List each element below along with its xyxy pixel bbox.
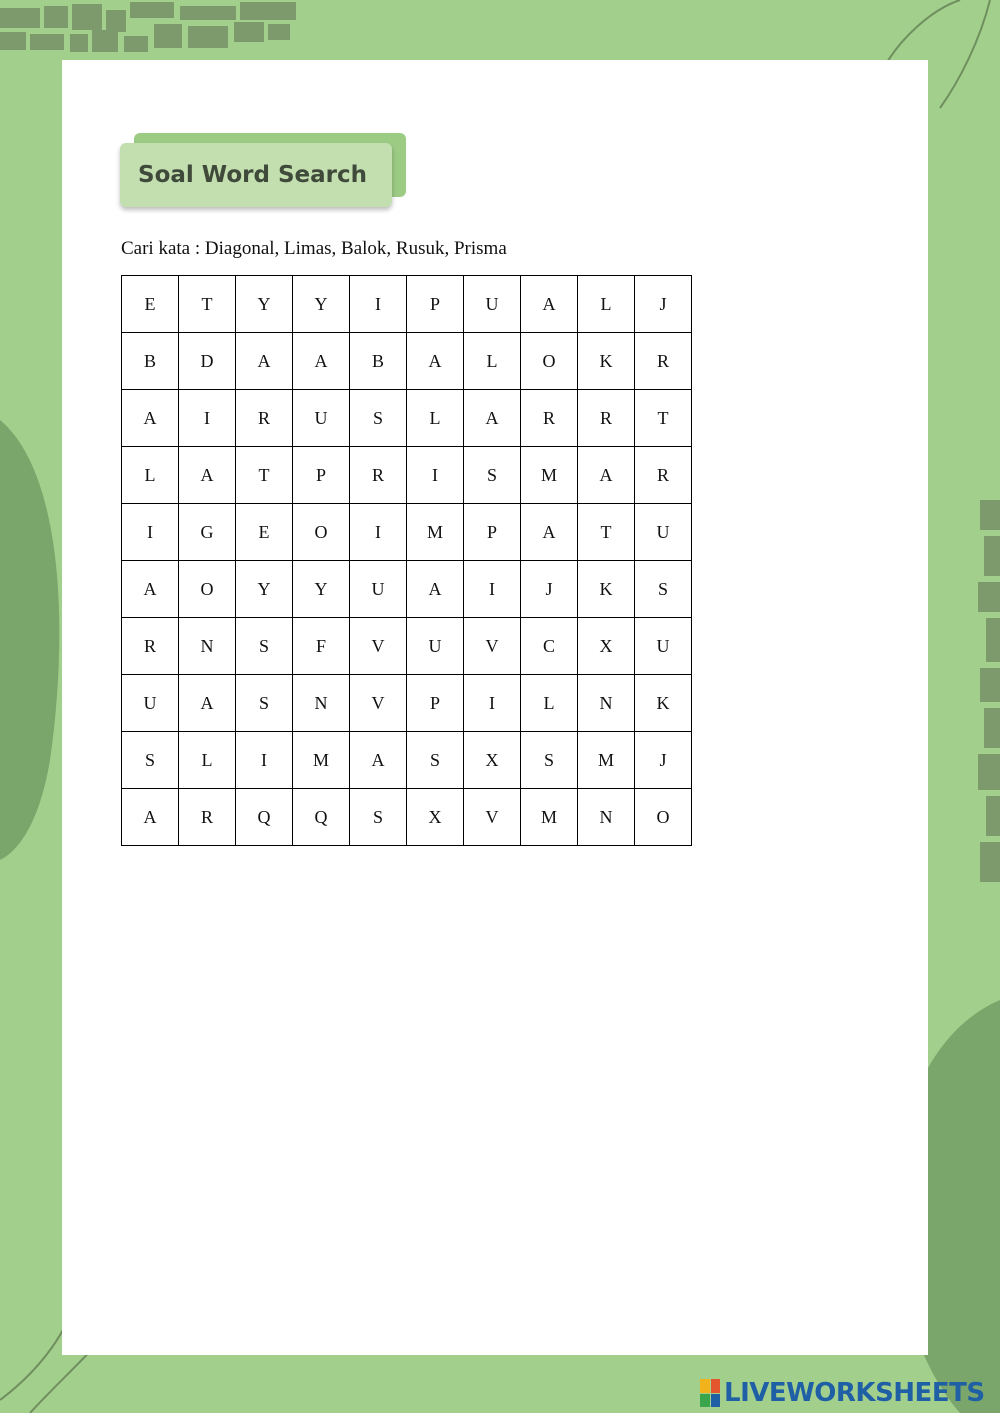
grid-cell[interactable]: A: [407, 333, 464, 390]
grid-cell[interactable]: T: [179, 276, 236, 333]
grid-cell[interactable]: N: [179, 618, 236, 675]
grid-cell[interactable]: J: [635, 732, 692, 789]
grid-cell[interactable]: I: [179, 390, 236, 447]
grid-cell[interactable]: S: [236, 675, 293, 732]
grid-cell[interactable]: R: [236, 390, 293, 447]
grid-cell[interactable]: B: [350, 333, 407, 390]
grid-cell[interactable]: G: [179, 504, 236, 561]
grid-cell[interactable]: I: [122, 504, 179, 561]
grid-cell[interactable]: S: [122, 732, 179, 789]
grid-cell[interactable]: A: [236, 333, 293, 390]
liveworksheets-icon: [700, 1379, 720, 1407]
grid-cell[interactable]: P: [407, 276, 464, 333]
grid-cell[interactable]: O: [635, 789, 692, 846]
grid-cell[interactable]: T: [578, 504, 635, 561]
brand-logo: [700, 1376, 985, 1410]
grid-cell[interactable]: J: [521, 561, 578, 618]
grid-cell[interactable]: L: [407, 390, 464, 447]
grid-cell[interactable]: A: [293, 333, 350, 390]
grid-cell[interactable]: Y: [236, 561, 293, 618]
grid-cell[interactable]: D: [179, 333, 236, 390]
grid-cell[interactable]: N: [578, 675, 635, 732]
grid-row: [122, 333, 692, 390]
grid-cell[interactable]: U: [350, 561, 407, 618]
grid-cell[interactable]: U: [635, 618, 692, 675]
grid-cell[interactable]: L: [578, 276, 635, 333]
grid-cell[interactable]: O: [293, 504, 350, 561]
grid-cell[interactable]: I: [350, 276, 407, 333]
grid-cell[interactable]: A: [122, 561, 179, 618]
grid-row: [122, 504, 692, 561]
word-search-grid: [121, 275, 692, 846]
brand-name: LIVEWORKSHEETS: [724, 1378, 985, 1408]
grid-cell[interactable]: Q: [293, 789, 350, 846]
grid-cell[interactable]: U: [464, 276, 521, 333]
grid-cell[interactable]: A: [122, 789, 179, 846]
grid-cell[interactable]: U: [635, 504, 692, 561]
grid-cell[interactable]: M: [407, 504, 464, 561]
grid-cell[interactable]: T: [236, 447, 293, 504]
grid-cell[interactable]: A: [122, 390, 179, 447]
grid-cell[interactable]: A: [179, 675, 236, 732]
grid-cell[interactable]: L: [521, 675, 578, 732]
grid-cell[interactable]: X: [578, 618, 635, 675]
grid-cell[interactable]: S: [236, 618, 293, 675]
grid-cell[interactable]: I: [236, 732, 293, 789]
grid-row: [122, 390, 692, 447]
grid-cell[interactable]: M: [293, 732, 350, 789]
grid-cell[interactable]: L: [179, 732, 236, 789]
grid-cell[interactable]: A: [521, 276, 578, 333]
grid-cell[interactable]: A: [578, 447, 635, 504]
grid-cell[interactable]: R: [350, 447, 407, 504]
grid-cell[interactable]: Y: [236, 276, 293, 333]
grid-row: [122, 561, 692, 618]
grid-cell[interactable]: X: [407, 789, 464, 846]
grid-cell[interactable]: R: [635, 447, 692, 504]
grid-cell[interactable]: R: [122, 618, 179, 675]
grid-cell[interactable]: S: [521, 732, 578, 789]
grid-cell[interactable]: R: [521, 390, 578, 447]
grid-cell[interactable]: Y: [293, 561, 350, 618]
grid-cell[interactable]: I: [407, 447, 464, 504]
instruction-text: Cari kata : Diagonal, Limas, Balok, Rusuk, Prisma: [121, 238, 507, 259]
grid-cell[interactable]: S: [350, 789, 407, 846]
grid-cell[interactable]: S: [464, 447, 521, 504]
grid-cell[interactable]: E: [236, 504, 293, 561]
grid-cell[interactable]: U: [122, 675, 179, 732]
grid-cell[interactable]: A: [464, 390, 521, 447]
grid-row: [122, 789, 692, 846]
grid-cell[interactable]: M: [521, 447, 578, 504]
grid-cell[interactable]: I: [464, 561, 521, 618]
grid-cell[interactable]: L: [464, 333, 521, 390]
grid-cell[interactable]: K: [635, 675, 692, 732]
grid-cell[interactable]: I: [464, 675, 521, 732]
grid-cell[interactable]: K: [578, 333, 635, 390]
grid-cell[interactable]: Y: [293, 276, 350, 333]
grid-cell[interactable]: N: [578, 789, 635, 846]
grid-cell[interactable]: V: [350, 618, 407, 675]
grid-cell[interactable]: E: [122, 276, 179, 333]
grid-cell[interactable]: C: [521, 618, 578, 675]
grid-cell[interactable]: I: [350, 504, 407, 561]
grid-row: [122, 618, 692, 675]
grid-cell[interactable]: M: [521, 789, 578, 846]
grid-row: [122, 732, 692, 789]
grid-cell[interactable]: S: [350, 390, 407, 447]
grid-cell[interactable]: A: [179, 447, 236, 504]
grid-cell[interactable]: T: [635, 390, 692, 447]
grid-cell[interactable]: Q: [236, 789, 293, 846]
grid-cell[interactable]: O: [521, 333, 578, 390]
grid-cell[interactable]: R: [635, 333, 692, 390]
grid-cell[interactable]: A: [350, 732, 407, 789]
grid-cell[interactable]: P: [293, 447, 350, 504]
grid-cell[interactable]: V: [464, 618, 521, 675]
grid-cell[interactable]: F: [293, 618, 350, 675]
grid-cell[interactable]: P: [464, 504, 521, 561]
title-banner-front: [120, 143, 392, 207]
grid-cell[interactable]: O: [179, 561, 236, 618]
grid-cell[interactable]: X: [464, 732, 521, 789]
grid-cell[interactable]: R: [179, 789, 236, 846]
grid-row: [122, 276, 692, 333]
grid-cell[interactable]: K: [578, 561, 635, 618]
grid-cell[interactable]: S: [635, 561, 692, 618]
grid-cell[interactable]: A: [407, 561, 464, 618]
grid-row: [122, 447, 692, 504]
grid-row: [122, 675, 692, 732]
grid-cell[interactable]: L: [122, 447, 179, 504]
grid-cell[interactable]: R: [578, 390, 635, 447]
page-title: Soal Word Search: [138, 162, 367, 188]
grid-cell[interactable]: U: [407, 618, 464, 675]
grid-cell[interactable]: A: [521, 504, 578, 561]
grid-cell[interactable]: P: [407, 675, 464, 732]
grid-cell[interactable]: B: [122, 333, 179, 390]
grid-cell[interactable]: J: [635, 276, 692, 333]
grid-cell[interactable]: N: [293, 675, 350, 732]
grid-cell[interactable]: U: [293, 390, 350, 447]
grid-cell[interactable]: S: [407, 732, 464, 789]
grid-cell[interactable]: V: [464, 789, 521, 846]
grid-cell[interactable]: V: [350, 675, 407, 732]
grid-cell[interactable]: M: [578, 732, 635, 789]
